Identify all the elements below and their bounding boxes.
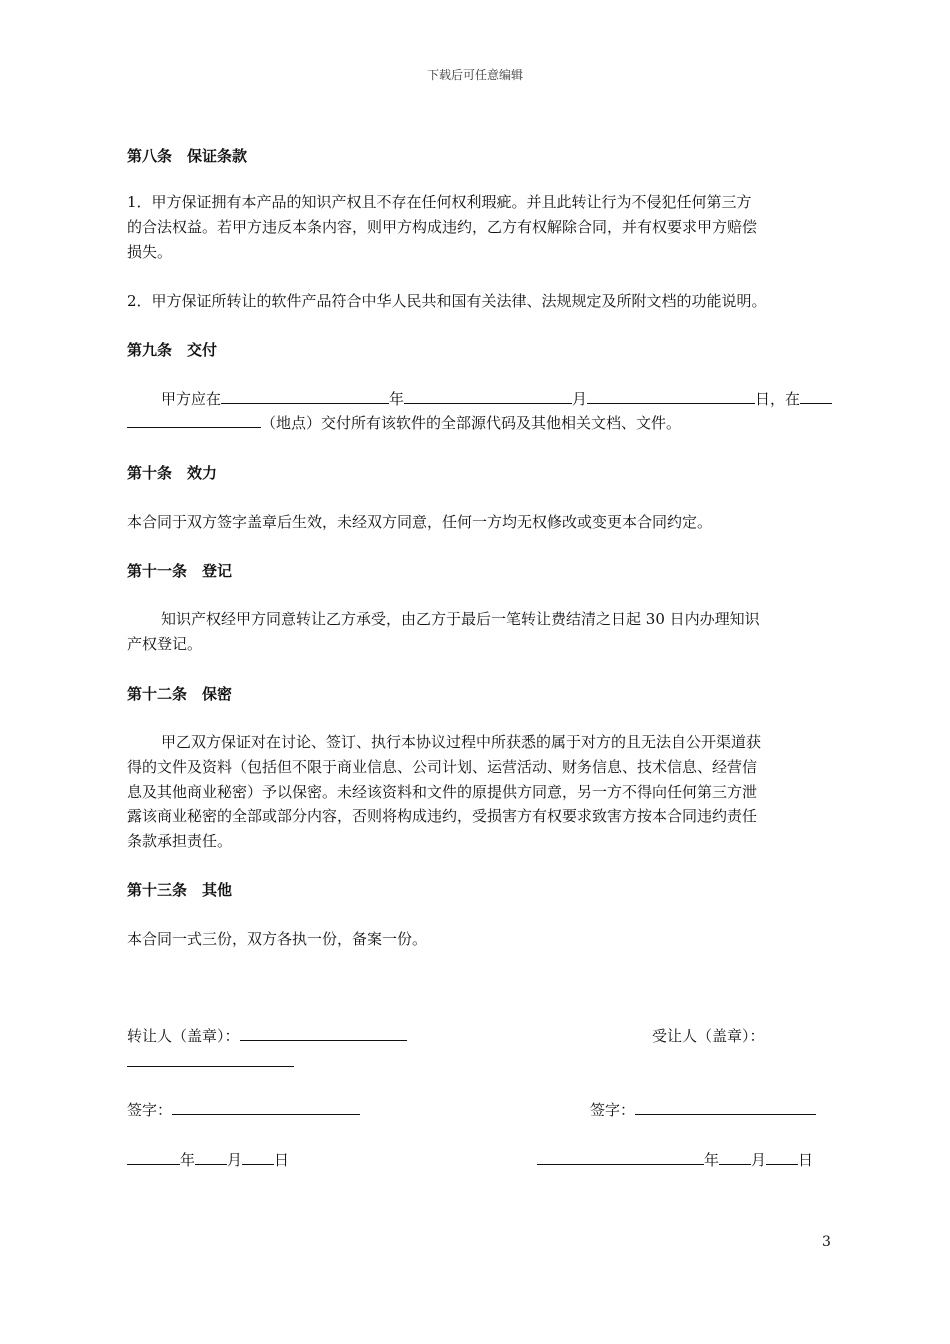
transferee-sign-blank — [635, 1100, 816, 1115]
article-9-line-1 — [161, 387, 833, 411]
article-11-line-1: 知识产权经甲方同意转让乙方承受，由乙方于最后一笔转让费结清之日起 30 日内办理知识 — [161, 610, 760, 628]
article-13-title: 第十三条 其他 — [127, 881, 233, 899]
month-label: 月 — [227, 1151, 243, 1169]
transferee-seal-blank — [127, 1052, 294, 1067]
article-9-title: 第九条 交付 — [127, 341, 218, 359]
article-12-line-4: 露该商业秘密的全部或部分内容，否则将构成违约，受损害方有权要求致害方按本合同违约责任 — [127, 807, 758, 825]
transferor-date-day-blank — [242, 1150, 274, 1165]
article-8-clause-1-line-3: 损失。 — [127, 243, 173, 261]
article-8-clause-1-line-1: 1．甲方保证拥有本产品的知识产权且不存在任何权利瑕疵。并且此转让行为不侵犯任何第三方 — [127, 193, 752, 211]
transferor-signature-line — [127, 1099, 360, 1120]
transferor-sign-blank — [172, 1100, 360, 1115]
article-11-title: 第十一条 登记 — [127, 562, 233, 580]
article-12-title: 第十二条 保密 — [127, 685, 233, 703]
transferee-date-line — [537, 1149, 813, 1170]
article-9-line-2 — [127, 411, 833, 435]
day-label: 日 — [798, 1151, 814, 1169]
transferor-seal-label: 转让人（盖章）： — [127, 1027, 240, 1045]
transferee-date-year-blank — [537, 1150, 704, 1165]
transferor-seal-blank — [240, 1026, 407, 1041]
year-label: 年 — [180, 1151, 196, 1169]
page-number: 3 — [822, 1234, 831, 1250]
blank-year — [221, 389, 389, 404]
month-label: 月 — [751, 1151, 767, 1169]
year-label: 年 — [389, 390, 405, 408]
article-12-line-2: 得的文件及资料（包括但不限于商业信息、公司计划、运营活动、财务信息、技术信息、经营信 — [127, 758, 758, 776]
month-label: 月 — [572, 390, 588, 408]
transferor-date-line — [127, 1149, 289, 1170]
year-label: 年 — [704, 1151, 720, 1169]
transferor-seal-line — [127, 1025, 407, 1046]
article-10-title: 第十条 效力 — [127, 464, 218, 482]
article-10-body: 本合同于双方签字盖章后生效，未经双方同意，任何一方均无权修改或变更本合同约定。 — [127, 513, 713, 531]
transferee-sign-label: 签字： — [590, 1101, 636, 1119]
transferor-date-year-blank — [127, 1150, 180, 1165]
blank-month — [404, 389, 572, 404]
blank-place — [127, 413, 261, 428]
delivery-location-text: （地点）交付所有该软件的全部源代码及其他相关文档、文件。 — [261, 414, 682, 432]
transferee-date-month-blank — [719, 1150, 751, 1165]
article-12-line-3: 息及其他商业秘密）予以保密。未经该资料和文件的原提供方同意，另一方不得向任何第三方泄 — [127, 783, 758, 801]
day-label: 日 — [274, 1151, 290, 1169]
article-12-line-1: 甲乙双方保证对在讨论、签订、执行本协议过程中所获悉的属于对方的且无法自公开渠道获 — [161, 733, 762, 751]
article-8-title: 第八条 保证条款 — [127, 147, 248, 165]
page-header: 下载后可任意编辑 — [426, 68, 523, 82]
article-8-clause-1-line-2: 的合法权益。若甲方违反本条内容，则甲方构成违约，乙方有权解除合同，并有权要求甲方赔偿 — [127, 218, 758, 236]
transferor-sign-label: 签字： — [127, 1101, 173, 1119]
blank-day — [587, 389, 755, 404]
article-11-line-2: 产权登记。 — [127, 635, 203, 653]
article-8-clause-2: 2．甲方保证所转让的软件产品符合中华人民共和国有关法律、法规规定及所附文档的功能说明。 — [127, 292, 767, 310]
transferor-date-month-blank — [195, 1150, 227, 1165]
transferee-seal-label: 受让人（盖章）： — [652, 1027, 765, 1045]
article-13-body: 本合同一式三份，双方各执一份，备案一份。 — [127, 930, 428, 948]
transferee-seal-line — [127, 1052, 294, 1071]
blank-place-start — [800, 389, 832, 404]
transferee-signature-line — [590, 1099, 816, 1120]
delivery-prefix: 甲方应在 — [161, 390, 222, 408]
article-12-line-5: 条款承担责任。 — [127, 832, 233, 850]
transferee-date-day-blank — [766, 1150, 798, 1165]
day-place-label: 日，在 — [755, 390, 801, 408]
